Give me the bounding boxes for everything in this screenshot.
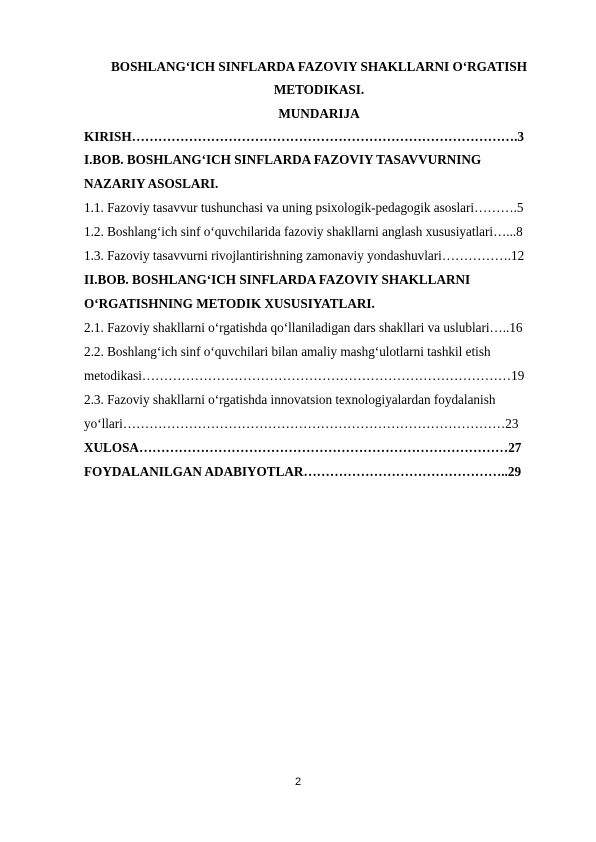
toc-entry-1-2: 1.2. Boshlang‘ich sinf o‘quvchilarida fazoviy shakllarni anglash xususiyatlari…...8 [84, 224, 523, 239]
page-number: 2 [294, 776, 302, 788]
toc-entry-2-1: 2.1. Fazoviy shakllarni o‘rgatishda qo‘llaniladigan dars shakllari va uslublari…..16 [84, 320, 523, 335]
toc-entry-2-2-cont: metodikasi…………………………………………………………………………19 [84, 368, 525, 383]
document-title-line-2: METODIKASI. [273, 82, 365, 97]
toc-entry-1-3: 1.3. Fazoviy tasavvurni rivojlantirishning zamonaviy yondashuvlari…………….12 [84, 248, 525, 263]
toc-entry-kirish: KIRISH…………………………………………………………………………….3 [84, 129, 524, 144]
toc-entry-adabiyotlar: FOYDALANILGAN ADABIYOTLAR………………………………………..29 [84, 464, 522, 479]
document-title-line-1: BOSHLANG‘ICH SINFLARDA FAZOVIY SHAKLLARNI O‘RGATISH [111, 59, 527, 74]
contents-heading: MUNDARIJA [278, 106, 360, 121]
toc-chapter-1-title-cont: NAZARIY ASOSLARI. [84, 176, 219, 191]
toc-entry-xulosa: XULOSA…………………………………………………………………………27 [84, 440, 522, 455]
toc-entry-2-3: 2.3. Fazoviy shakllarni o‘rgatishda innovatsion texnologiyalardan foydalanish [84, 392, 496, 407]
toc-chapter-1-title: I.BOB. BOSHLANG‘ICH SINFLARDA FAZOVIY TASAVVURNING [84, 152, 482, 167]
toc-entry-1-1: 1.1. Fazoviy tasavvur tushunchasi va uning psixologik-pedagogik asoslari……….5 [84, 200, 524, 215]
toc-entry-2-2: 2.2. Boshlang‘ich sinf o‘quvchilari bilan amaliy mashg‘ulotlarni tashkil etish [84, 344, 491, 359]
toc-chapter-2-title-cont: O‘RGATISHNING METODIK XUSUSIYATLARI. [84, 296, 375, 311]
toc-chapter-2-title: II.BOB. BOSHLANG‘ICH SINFLARDA FAZOVIY SHAKLLARNI [84, 272, 471, 287]
toc-entry-2-3-cont: yo‘llari……………………………………………………………………………23 [84, 416, 519, 431]
